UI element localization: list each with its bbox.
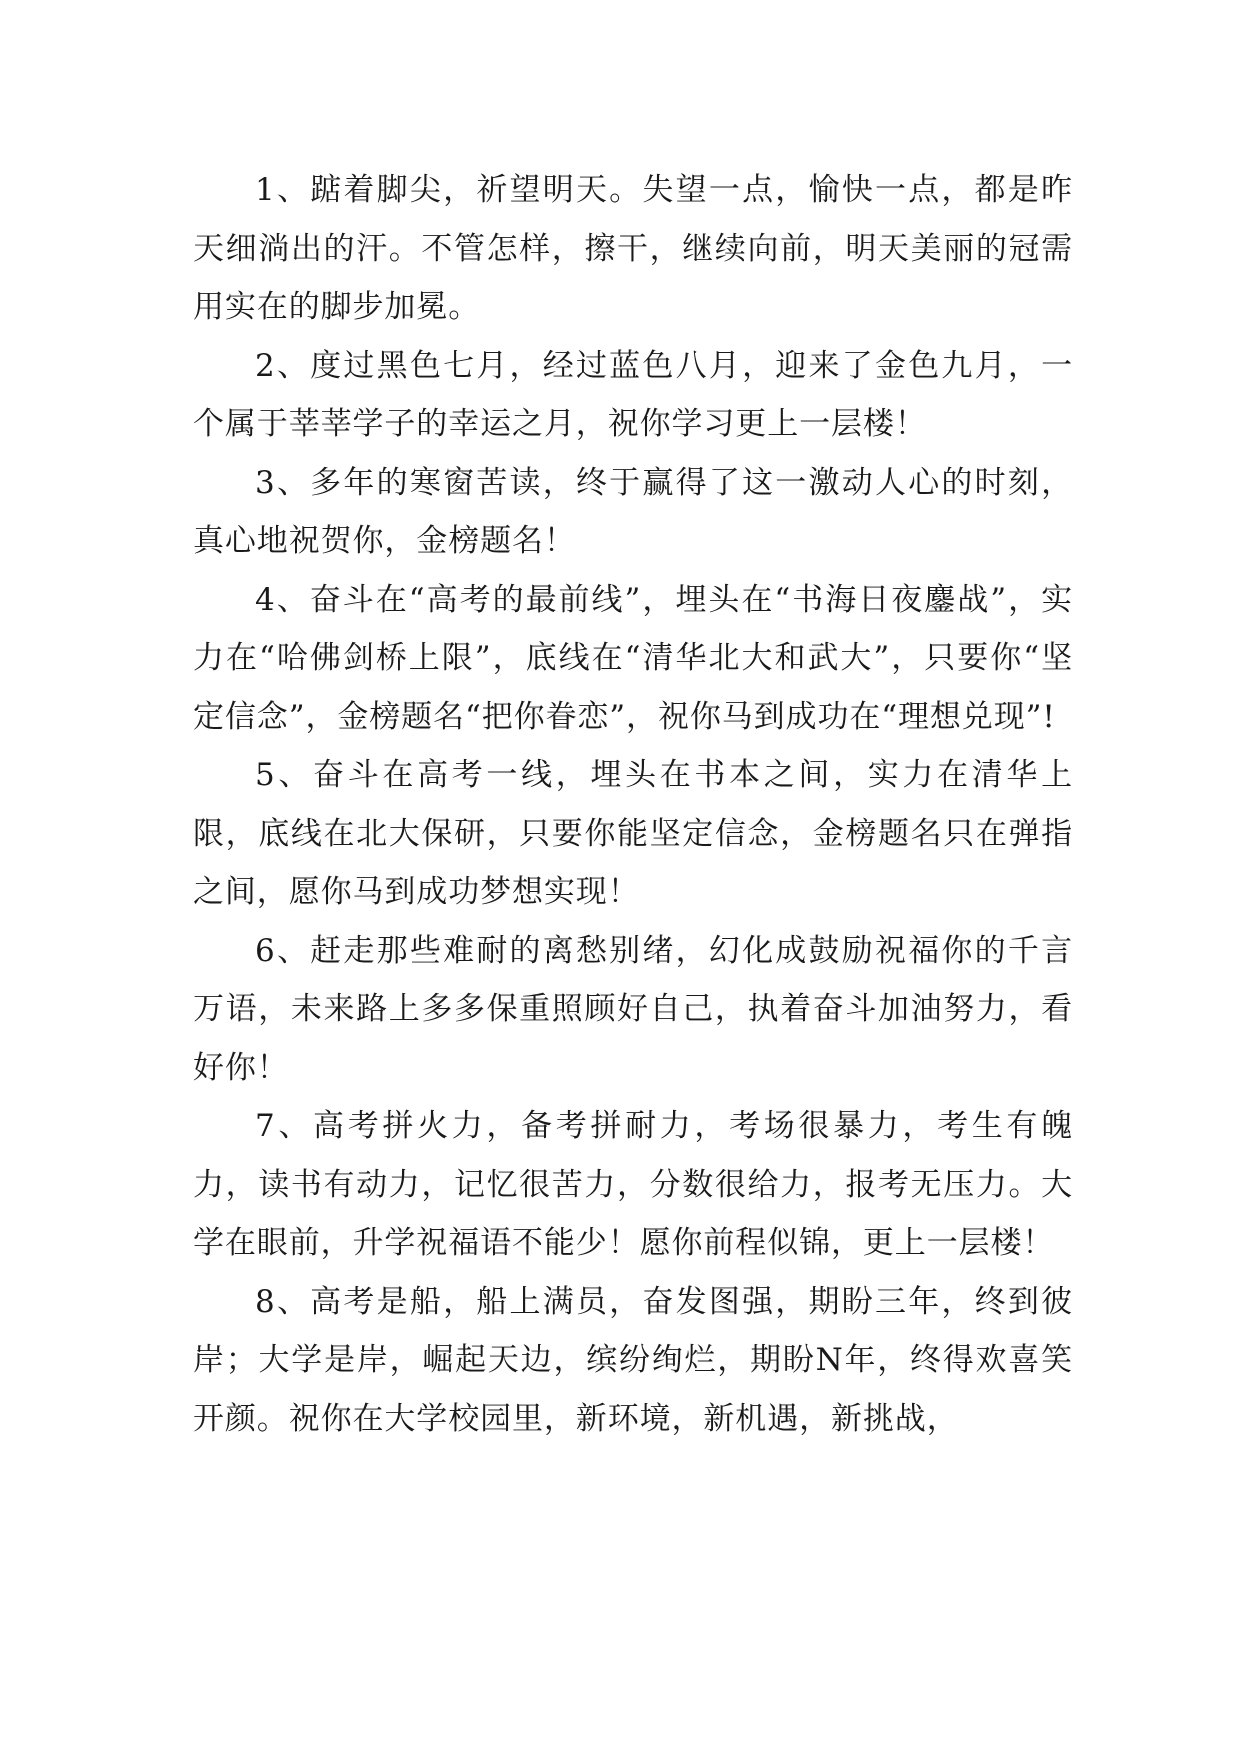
document-body bbox=[193, 161, 1073, 1448]
paragraph-2: 2、度过黑色七月，经过蓝色八月，迎来了金色九月，一个属于莘莘学子的幸运之月，祝你学习更上一层楼！ bbox=[193, 347, 1073, 442]
paragraph-7: 7、高考拼火力，备考拼耐力，考场很暴力，考生有魄力，读书有动力，记忆很苦力，分数很给力，报考无压力。大学在眼前，升学祝福语不能少！愿你前程似锦，更上一层楼！ bbox=[193, 1108, 1073, 1261]
paragraph-8: 8、高考是船，船上满员，奋发图强，期盼三年，终到彼岸；大学是岸，崛起天边，缤纷绚烂，期盼N年，终得欢喜笑开颜。祝你在大学校园里，新环境，新机遇，新挑战， bbox=[193, 1283, 1073, 1437]
paragraph-3: 3、多年的寒窗苦读，终于赢得了这一激动人心的时刻，真心地祝贺你，金榜题名！ bbox=[193, 464, 1073, 559]
paragraph-4: 4、奋斗在“高考的最前线”，埋头在“书海日夜鏖战”，实力在“哈佛剑桥上限”，底线在“清华北大和武大”，只要你“坚定信念”，金榜题名“把你眷恋”，祝你马到成功在“理想兑现”! bbox=[193, 581, 1073, 735]
paragraph-1: 1、踮着脚尖，祈望明天。失望一点，愉快一点，都是昨天细淌出的汗。不管怎样，擦干，继续向前，明天美丽的冠需用实在的脚步加冕。 bbox=[193, 172, 1073, 325]
paragraph-5: 5、奋斗在高考一线，埋头在书本之间，实力在清华上限，底线在北大保研，只要你能坚定信念，金榜题名只在弹指之间，愿你马到成功梦想实现！ bbox=[193, 757, 1073, 910]
paragraph-6: 6、赶走那些难耐的离愁别绪，幻化成鼓励祝福你的千言万语，未来路上多多保重照顾好自己，执着奋斗加油努力，看好你！ bbox=[193, 932, 1073, 1086]
